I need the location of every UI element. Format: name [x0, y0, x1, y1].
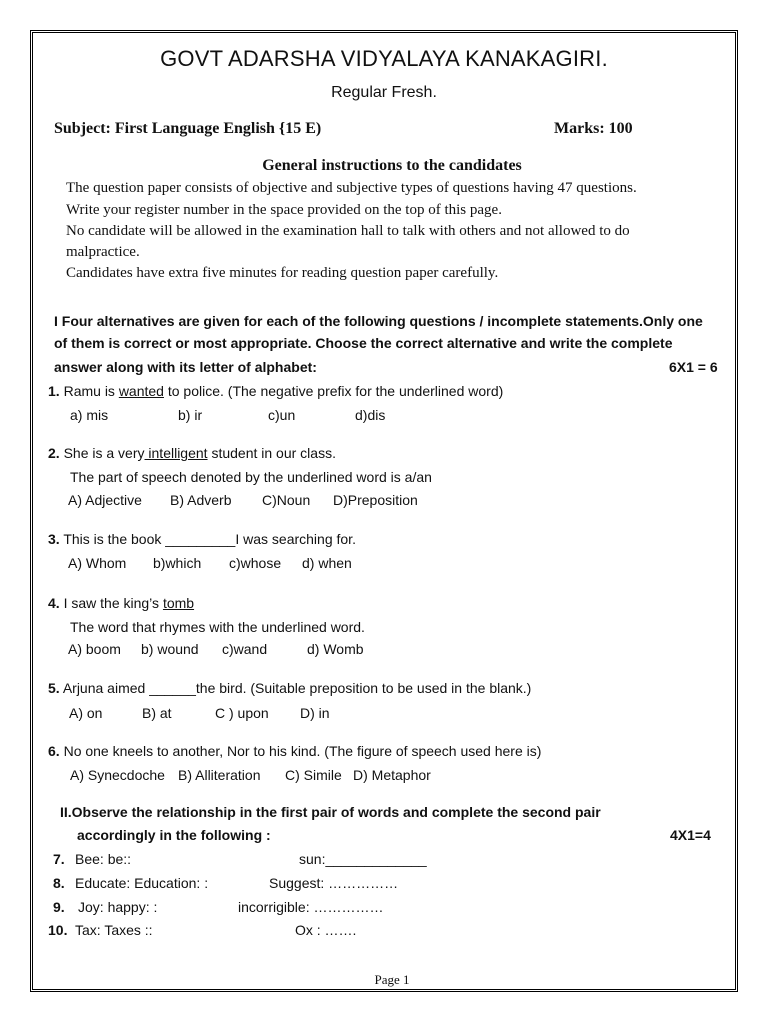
section1-intro: of them is correct or most appropriate. Choose the correct alternative and write the complete: [54, 335, 673, 351]
question-text: No one kneels to another, Nor to his kind. (The figure of speech used here is): [63, 743, 542, 759]
section1-intro: I Four alternatives are given for each of the following questions / incomplete statements.Only one: [54, 313, 703, 329]
option: A) boom: [68, 641, 121, 657]
option: d) when: [302, 555, 352, 571]
section2-marks: 4X1=4: [670, 827, 711, 843]
instruction-line: malpractice.: [66, 244, 140, 260]
option: D) Metaphor: [353, 767, 431, 783]
option: b) wound: [141, 641, 199, 657]
option: c)wand: [222, 641, 268, 657]
item-number: 8.: [53, 875, 65, 891]
instruction-line: Write your register number in the space provided on the top of this page.: [66, 202, 502, 218]
question-text: student in our class.: [207, 445, 336, 461]
underlined-word: intelligent: [144, 445, 208, 461]
option: B) Alliteration: [178, 767, 261, 783]
question-1: [48, 383, 503, 399]
option: b) ir: [178, 407, 203, 423]
question-3: [48, 531, 356, 547]
question-text: to police. (The negative prefix for the underlined word): [163, 383, 504, 399]
section1-marks: 6X1 = 6: [669, 359, 718, 375]
option: b)which: [153, 555, 202, 571]
option: D) in: [300, 705, 330, 721]
question-number: 5.: [48, 680, 60, 696]
question-number: 1.: [48, 383, 60, 399]
section2-intro: II.Observe the relationship in the first pair of words and complete the second pair: [60, 804, 601, 820]
question-number: 3.: [48, 531, 60, 547]
page-border-inner: [32, 32, 736, 990]
item-number: 7.: [53, 851, 65, 867]
section2-intro: accordingly in the following :: [77, 827, 271, 843]
question-text: Arjuna aimed ______the bird. (Suitable preposition to be used in the blank.): [62, 680, 532, 696]
question-5: [48, 680, 531, 696]
analogy-right: sun:_____________: [299, 851, 427, 867]
option: C ) upon: [215, 705, 269, 721]
instructions-heading: General instructions to the candidates: [262, 157, 522, 174]
question-number: 4.: [48, 595, 60, 611]
option: A) Whom: [68, 555, 127, 571]
analogy-right: Ox : …….: [295, 922, 357, 938]
page-number: Page 1: [374, 972, 410, 987]
option: c)un: [268, 407, 296, 423]
option: a) mis: [70, 407, 109, 423]
question-number: 6.: [48, 743, 60, 759]
total-marks: Marks: 100: [554, 120, 633, 137]
item-number: 9.: [53, 899, 65, 915]
option: C)Noun: [262, 492, 311, 508]
question-6: [48, 743, 541, 759]
option: A) on: [69, 705, 103, 721]
question-subtext: The part of speech denoted by the underlined word is a/an: [70, 469, 432, 485]
question-text: I saw the king’s: [63, 595, 163, 611]
question-2: [48, 445, 336, 461]
subject-label: Subject: First Language English {15 E): [54, 120, 322, 137]
underlined-word: wanted: [118, 383, 164, 399]
option: d)dis: [355, 407, 386, 423]
option: B) Adverb: [170, 492, 232, 508]
analogy-right: Suggest: ……………: [269, 875, 399, 891]
instruction-line: No candidate will be allowed in the examination hall to talk with others and not allowed to do: [66, 223, 630, 239]
underlined-word: tomb: [162, 595, 195, 611]
analogy-left: Tax: Taxes ::: [75, 922, 153, 938]
analogy-left: Educate: Education: :: [75, 875, 209, 891]
question-subtext: The word that rhymes with the underlined word.: [70, 619, 365, 635]
analogy-left: Joy: happy: :: [78, 899, 158, 915]
option: d) Womb: [307, 641, 364, 657]
question-text: She is a very: [63, 445, 145, 461]
option: C) Simile: [285, 767, 342, 783]
option: A) Adjective: [68, 492, 142, 508]
exam-type: Regular Fresh.: [331, 84, 437, 101]
option: c)whose: [229, 555, 282, 571]
instruction-line: The question paper consists of objective and subjective types of questions having 47 questions.: [66, 180, 637, 196]
question-text: This is the book _________I was searching for.: [63, 531, 356, 547]
item-number: 10.: [48, 922, 68, 938]
option: A) Synecdoche: [70, 767, 165, 783]
question-4: [48, 595, 194, 611]
option: B) at: [142, 705, 172, 721]
section1-intro: answer along with its letter of alphabet:: [54, 359, 317, 375]
instruction-line: Candidates have extra five minutes for reading question paper carefully.: [66, 265, 499, 281]
school-name: GOVT ADARSHA VIDYALAYA KANAKAGIRI.: [160, 46, 608, 71]
question-number: 2.: [48, 445, 60, 461]
analogy-right: incorrigible: ……………: [238, 899, 384, 915]
analogy-left: Bee: be::: [75, 851, 132, 867]
option: D)Preposition: [333, 492, 418, 508]
question-text: Ramu is: [63, 383, 119, 399]
